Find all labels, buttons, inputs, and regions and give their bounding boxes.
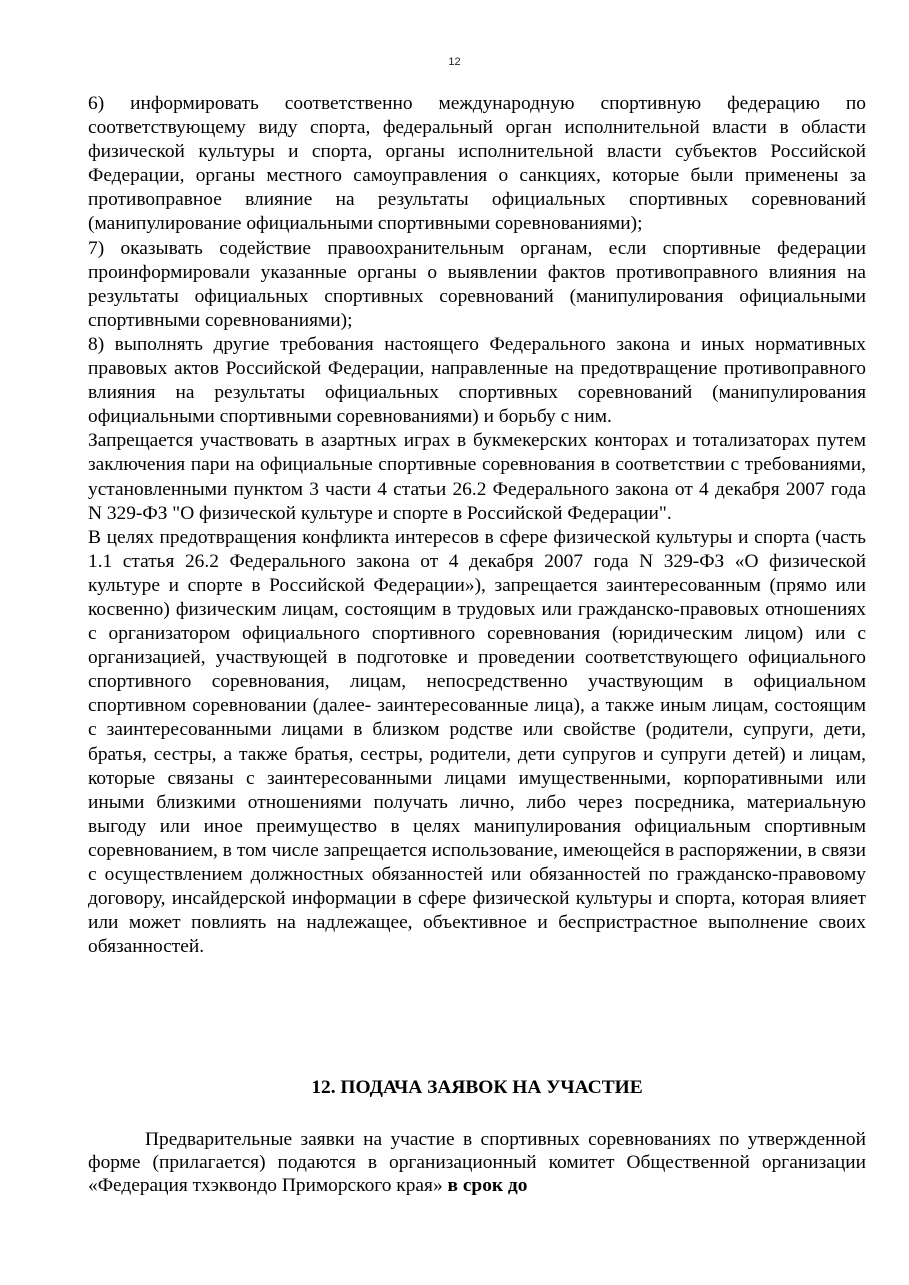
section-heading: 12. ПОДАЧА ЗАЯВОК НА УЧАСТИЕ (311, 1077, 643, 1098)
paragraph-betting-prohibition: Запрещается участвовать в азартных играх в букмекерских конторах и тотализаторах путем заключения пари на официальные спортивные соревнования в соответствии с требованиями, установленными пунктом 3 части 4 статьи 26.2 Федерального закона от 4 декабря 2007 года N 329-ФЗ "О физической культуре и спорте в Российской Федерации". (88, 430, 866, 524)
paragraph-conflict-of-interest: В целях предотвращения конфликта интересов в сфере физической культуры и спорта (часть 1.1 статья 26.2 Федерального закона от 4 декабря 2007 года N 329-ФЗ «О физической культуре и спорте в Российской Федерации»), запрещается заинтересованным (прямо или косвенно) физическим лицам, состоящим в трудовых или гражданско-правовых отношениях с организатором официального спортивного соревнования (юридическим лицом) или с организацией, участвующей в подготовке и проведении соответствующего официального спортивного соревнования, лицам, непосредственно участвующим в официальном спортивном соревновании (далее- заинтересованные лица), а также иным лицам, состоящим с заинтересованными лицами в близком родстве или свойстве (родители, супруги, дети, братья, сестры, а также братья, сестры, родители, дети супругов и супруги детей) и лицам, которые связаны с заинтересованными лицами имущественными, корпоративными или иными близкими отношениями получать лично, либо через посредника, материальную выгоду или иное преимущество в целях манипулирования официальным спортивным соревнованием, в том числе запрещается использование, имеющейся в распоряжении, в связи с осуществлением должностных обязанностей или обязанностей по гражданско-правовому договору, инсайдерской информации в сфере физической культуры и спорта, которая влияет или может повлиять на надлежащее, объективное и беспристрастное выполнение своих обязанностей. (88, 526, 866, 958)
section-text (88, 1128, 866, 1197)
applications-paragraph (88, 1128, 866, 1197)
paragraph-item-6: 6) информировать соответственно международную спортивную федерацию по соответствующему виду спорта, федеральный орган исполнительной власти в области физической культуры и спорта, органы исполнительной власти субъектов Российской Федерации, органы местного самоуправления о санкциях, которые были применены за противоправное влияние на результаты официальных спортивных соревнований (манипулирование официальными спортивными соревнованиями); (88, 93, 866, 235)
deadline-bold-text: в срок до (447, 1175, 528, 1196)
body-text (88, 92, 866, 959)
paragraph-item-8: 8) выполнять другие требования настоящего Федерального закона и иных нормативных правовых актов Российской Федерации, направленные на предотвращение противоправного влияния на результаты официальных спортивных соревнований (манипулирования официальными спортивными соревнованиями) и борьбу с ним. (88, 333, 866, 428)
page-number: 12 (448, 56, 461, 68)
applications-text: Предварительные заявки на участие в спортивных соревнованиях по утвержденной форме (прилагается) подаются в организационный комитет Общественной организации «Федерация тхэквондо Приморского края» (88, 1129, 866, 1196)
paragraph-item-7: 7) оказывать содействие правоохранительным органам, если спортивные федерации проинформировали указанные органы о выявлении фактов противоправного влияния на результаты официальных спортивных соревнований (манипулирования официальными спортивными соревнованиями); (88, 237, 866, 331)
